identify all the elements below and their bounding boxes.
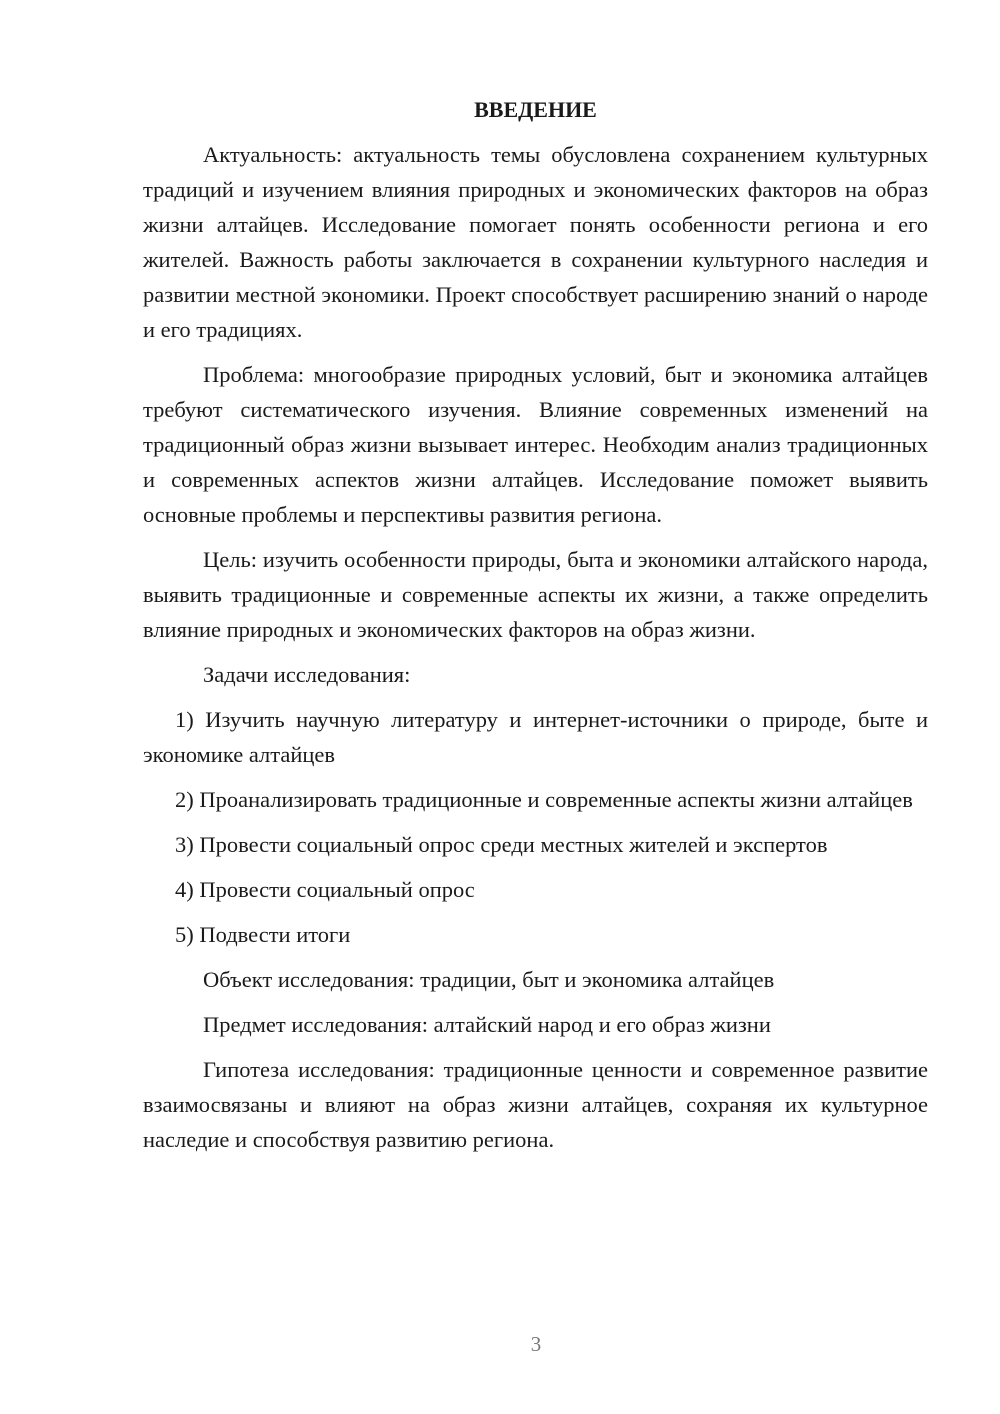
object-paragraph: Объект исследования: традиции, быт и экономика алтайцев: [203, 967, 775, 992]
task-item: 4) Провести социальный опрос: [175, 877, 475, 902]
goal-paragraph: Цель: изучить особенности природы, быта и экономики алтайского народа, выявить традиционные и современные аспекты их жизни, а также определить влияние природных и экономических факторов на образ жизни.: [143, 547, 928, 642]
tasks-title: Задачи исследования:: [203, 662, 411, 687]
subject-paragraph: Предмет исследования: алтайский народ и его образ жизни: [203, 1012, 771, 1037]
task-item: 2) Проанализировать традиционные и современные аспекты жизни алтайцев: [175, 787, 913, 812]
relevance-paragraph: Актуальность: актуальность темы обусловлена сохранением культурных традиций и изучением влияния природных и экономических факторов на образ жизни алтайцев. Исследование помогает понять особенности региона и его жителей. Важность работы заключается в сохранении культурного наследия и развитии местной экономики. Проект способствует расширению знаний о народе и его традициях.: [143, 142, 928, 342]
problem-paragraph: Проблема: многообразие природных условий, быт и экономика алтайцев требуют систематического изучения. Влияние современных изменений на традиционный образ жизни вызывает интерес. Необходим анализ традиционных и современных аспектов жизни алтайцев. Исследование поможет выявить основные проблемы и перспективы развития региона.: [143, 362, 928, 527]
hypothesis-paragraph: Гипотеза исследования: традиционные ценности и современное развитие взаимосвязаны и влияют на образ жизни алтайцев, сохраняя их культурное наследие и способствуя развитию региона.: [143, 1057, 928, 1152]
task-item: 3) Провести социальный опрос среди местных жителей и экспертов: [175, 832, 828, 857]
page-number: 3: [530, 1332, 542, 1356]
section-heading: ВВЕДЕНИЕ: [474, 97, 597, 122]
task-item: 1) Изучить научную литературу и интернет-источники о природе, быте и экономике алтайцев: [143, 707, 928, 767]
task-item: 5) Подвести итоги: [175, 922, 351, 947]
page-content: [143, 95, 928, 1167]
tasks-list: [143, 702, 928, 952]
